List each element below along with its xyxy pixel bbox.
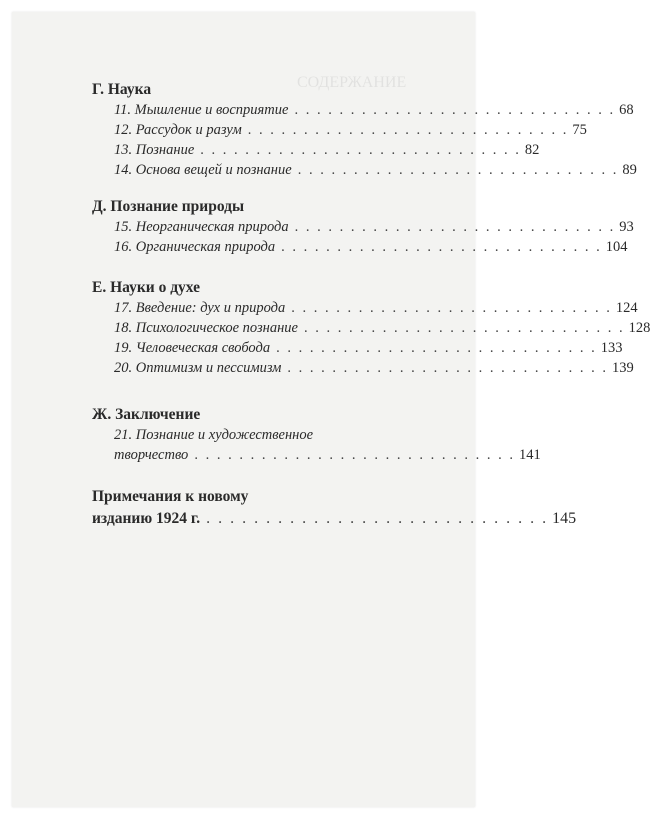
section-science (92, 80, 637, 180)
page-number: 124 (615, 300, 638, 316)
page-number: 145 (552, 510, 577, 527)
leader-dots: . . . . . . . . . . . . . . . . . . . . . . . . . . . . . (294, 219, 616, 235)
entry-title: 15. Неорганическая природа (114, 219, 289, 235)
leader-dots: . . . . . . . . . . . . . . . . . . . . . . . . . . . . . (297, 162, 619, 178)
section-heading: Г. Наука (92, 81, 152, 98)
leader-dots: . . . . . . . . . . . . . . . . . . . . . . . . . . . . . (247, 122, 569, 138)
toc-entry[interactable] (92, 237, 628, 257)
section-heading: Е. Науки о духе (92, 279, 201, 296)
section-nature (92, 197, 634, 257)
notes-title-line2: изданию 1924 г. (92, 510, 201, 527)
entry-title: 17. Введение: дух и природа (114, 300, 286, 316)
toc-entry[interactable] (92, 160, 637, 180)
page-number: 68 (619, 102, 634, 118)
book-page (12, 12, 650, 807)
leader-dots: . . . . . . . . . . . . . . . . . . . . . . . . . . . . . (303, 320, 625, 336)
entry-title: 11. Мышление и восприятие (114, 102, 289, 118)
section-heading: Ж. Заключение (92, 406, 201, 423)
section-heading: Д. Познание природы (92, 198, 245, 215)
leader-dots: . . . . . . . . . . . . . . . . . . . . . . . . . . . . . (276, 340, 597, 356)
page-number: 104 (605, 239, 628, 255)
page-number: 93 (619, 219, 634, 235)
leader-dots: . . . . . . . . . . . . . . . . . . . . . . . . . . . . . (291, 300, 612, 316)
leader-dots: . . . . . . . . . . . . . . . . . . . . . . . . . . . . . (287, 360, 609, 376)
entry-title: 12. Рассудок и разум (114, 122, 242, 138)
section-conclusion (92, 405, 541, 465)
entry-title-line1: 21. Познание и художественное (114, 427, 314, 443)
entry-title: 20. Оптимизм и пессимизм (114, 360, 282, 376)
entry-title-line2: творчество (114, 447, 189, 463)
leader-dots: . . . . . . . . . . . . . . . . . . . . . . . . . . . . . (200, 142, 521, 158)
leader-dots: . . . . . . . . . . . . . . . . . . . . . . . . . . . . . (281, 239, 602, 255)
leader-dots: . . . . . . . . . . . . . . . . . . . . . . . . . . . . . (194, 447, 515, 463)
page-number: 139 (612, 360, 634, 376)
page-number: 128 (628, 320, 650, 336)
page-number: 141 (518, 447, 541, 463)
leader-dots: . . . . . . . . . . . . . . . . . . . . . . . . . . . . . (294, 102, 616, 118)
entry-title: 14. Основа вещей и познание (114, 162, 292, 178)
entry-title: 13. Познание (114, 142, 195, 158)
notes-title-line1: Примечания к новому (92, 488, 249, 505)
entry-title: 18. Психологическое познание (114, 320, 298, 336)
entry-title: 19. Человеческая свобода (114, 340, 271, 356)
page-number: 75 (572, 122, 587, 138)
toc-entry[interactable] (92, 338, 623, 358)
page-number: 82 (524, 142, 540, 158)
toc-entry[interactable] (92, 120, 587, 140)
toc-entry[interactable] (92, 318, 650, 338)
section-spirit (92, 278, 650, 378)
section-notes[interactable] (92, 486, 577, 530)
leader-dots: . . . . . . . . . . . . . . . . . . . . . . . . . . . . . (206, 510, 549, 527)
toc-entry[interactable] (92, 425, 541, 465)
page-number: 133 (600, 340, 623, 356)
page-number: 89 (622, 162, 637, 178)
toc-entry[interactable] (92, 100, 634, 120)
toc-entry[interactable] (92, 217, 634, 237)
entry-title: 16. Органическая природа (114, 239, 276, 255)
bleed-through-text: СОДЕРЖАНИЕ (297, 74, 407, 91)
toc-entry[interactable] (92, 298, 638, 318)
toc-entry[interactable] (92, 358, 634, 378)
toc-entry[interactable] (92, 140, 540, 160)
